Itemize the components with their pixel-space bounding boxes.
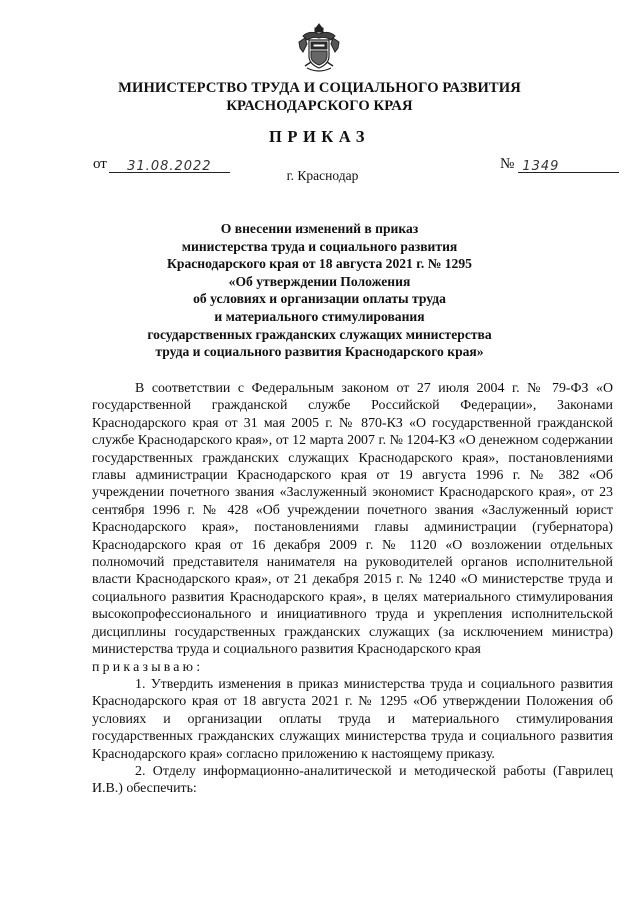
item-2-paragraph: 2. Отделу информационно-аналитической и методической работы (Гаврилец И.В.) обеспечить: [92, 763, 613, 797]
date-value: 31.08.2022 [127, 159, 212, 174]
subject-line: «Об утверждении Положения [228, 273, 411, 289]
ministry-name [60, 80, 579, 115]
subject-line: Краснодарского края от 18 августа 2021 г. № 1295 [167, 256, 472, 272]
subject-line: труда и социального развития Краснодарского края» [155, 344, 484, 360]
orders-word: приказываю: [92, 659, 204, 675]
number-value: 1349 [522, 159, 560, 174]
subject-line: и материального стимулирования [214, 308, 425, 324]
ministry-line-2: КРАСНОДАРСКОГО КРАЯ [226, 97, 413, 114]
subject-line: об условиях и организации оплаты труда [193, 291, 446, 307]
item-1-paragraph: 1. Утвердить изменения в приказ министерства труда и социального развития Краснодарского края от 18 августа 2021 г. № 1295 «Об утверждении Положения об условиях и организации оплаты труда и материального стимулирования государственных гражданских служащих министерства труда и социального развития Краснодарского края» согласно приложению к настоящему приказу. [92, 676, 613, 762]
subject-heading [80, 220, 559, 361]
date-prefix: от [93, 156, 107, 172]
subject-line: О внесении изменений в приказ [220, 221, 419, 236]
krasnodar-krai-coat-of-arms-icon [297, 22, 341, 74]
subject-line: государственных гражданских служащих министерства [147, 326, 492, 342]
document-type-title: ПРИКАЗ [269, 127, 370, 146]
ministry-line-1: МИНИСТЕРСТВО ТРУДА И СОЦИАЛЬНОГО РАЗВИТИЯ [118, 80, 521, 96]
city-label: г. Краснодар [286, 168, 359, 183]
preamble-paragraph: В соответствии с Федеральным законом от 27 июля 2004 г. № 79-ФЗ «О государственной гражданской службе Российской Федерации», Законами Краснодарского края от 31 мая 2005 г. № 870-КЗ «О государственной гражданской службе Краснодарского края», от 12 марта 2007 г. № 1204-КЗ «О денежном содержании государственных гражданских служащих Краснодарского края», постановлениями главы администрации Краснодарского края от 19 августа 1996 г. № 382 «Об учреждении почетного звания «Заслуженный экономист Краснодарского края», от 23 сентября 1996 г. № 428 «Об учреждении почетного звания «Заслуженный юрист Краснодарского края», постановлениями главы администрации (губернатора) Краснодарского края от 16 декабря 2009 г. № 1120 «О возложении отдельных полномочий представителя нанимателя на руководителей органов исполнительной власти Краснодарского края», от 21 декабря 2015 г. № 1240 «О министерстве труда и социального развития Краснодарского края», в целях материального стимулирования высокопрофессионального и инициативного труда и укрепления исполнительской дисциплины государственных гражданских служащих (за исключением министра) министерства труда и социального развития Краснодарского края [92, 381, 613, 658]
number-prefix: № [500, 156, 515, 172]
subject-line: министерства труда и социального развития [181, 238, 458, 254]
document-body [92, 380, 613, 798]
